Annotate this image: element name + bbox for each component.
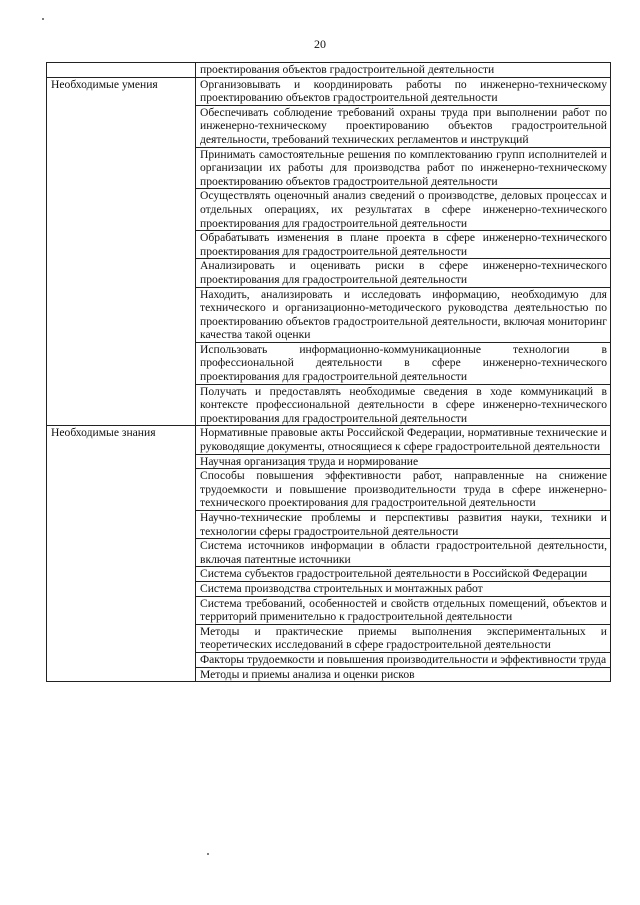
page-number: 20: [314, 37, 326, 51]
requirement-item: проектирования объектов градостроительной деятельности: [196, 63, 611, 78]
requirement-item: Методы и практические приемы выполнения экспериментальных и теоретических исследований в сфере градостроительной деятельности: [196, 624, 611, 652]
table-row: [47, 77, 611, 105]
requirement-item: Обеспечивать соблюдение требований охраны труда при выполнении работ по инженерно-техническому проектированию объектов градостроительной деятельности, требований технических регламентов и инструкций: [196, 105, 611, 147]
table-row: [47, 426, 611, 454]
requirement-item: Нормативные правовые акты Российской Федерации, нормативные технические и руководящие документы, относящиеся к сфере градостроительной деятельности: [196, 426, 611, 454]
requirement-item: Организовывать и координировать работы по инженерно-техническому проектированию объектов градостроительной деятельности: [196, 77, 611, 105]
section-label: Необходимые умения: [47, 77, 196, 426]
requirement-item: Находить, анализировать и исследовать информацию, необходимую для технического и организационно-методического руководства деятельностью по проектированию объектов градостроительной деятельности, включая мониторинг качества такой оценки: [196, 287, 611, 342]
requirement-item: Методы и приемы анализа и оценки рисков: [196, 667, 611, 682]
requirement-item: Обрабатывать изменения в плане проекта в сфере инженерно-технического проектирования для градостроительной деятельности: [196, 231, 611, 259]
requirement-item: Факторы трудоемкости и повышения производительности и эффективности труда: [196, 652, 611, 667]
table-row: [47, 63, 611, 78]
requirements-table: [46, 62, 611, 682]
requirement-item: Осуществлять оценочный анализ сведений о производстве, деловых процессах и отдельных операциях, их результатах в сфере инженерно-технического проектирования для градостроительной деятельности: [196, 189, 611, 231]
requirement-item: Научно-технические проблемы и перспективы развития науки, техники и технологии сферы градостроительной деятельности: [196, 511, 611, 539]
requirement-item: Система требований, особенностей и свойств отдельных помещений, объектов и территорий применительно к градостроительной деятельности: [196, 596, 611, 624]
requirement-item: Система производства строительных и монтажных работ: [196, 581, 611, 596]
section-label: [47, 63, 196, 78]
requirement-item: Система источников информации в области градостроительной деятельности, включая патентные источники: [196, 539, 611, 567]
requirement-item: Способы повышения эффективности работ, направленные на снижение трудоемкости и повышение производительности труда в сфере инженерно-технического проектирования для градостроительной деятельности: [196, 469, 611, 511]
requirement-item: Использовать информационно-коммуникационные технологии в профессиональной деятельности в сфере инженерно-технического проектирования для градостроительной деятельности: [196, 342, 611, 384]
section-label: Необходимые знания: [47, 426, 196, 682]
scan-speck: [207, 853, 209, 855]
scan-speck: [42, 18, 44, 20]
requirement-item: Принимать самостоятельные решения по комплектованию групп исполнителей и организации их работы для производства работ по инженерно-техническому проектированию объектов градостроительной деятельности: [196, 147, 611, 189]
requirement-item: Научная организация труда и нормирование: [196, 454, 611, 469]
requirement-item: Получать и предоставлять необходимые сведения в ходе коммуникаций в контексте профессиональной деятельности в сфере инженерно-технического проектирования для градостроительной деятельности: [196, 384, 611, 426]
requirement-item: Система субъектов градостроительной деятельности в Российской Федерации: [196, 567, 611, 582]
requirement-item: Анализировать и оценивать риски в сфере инженерно-технического проектирования для градостроительной деятельности: [196, 259, 611, 287]
